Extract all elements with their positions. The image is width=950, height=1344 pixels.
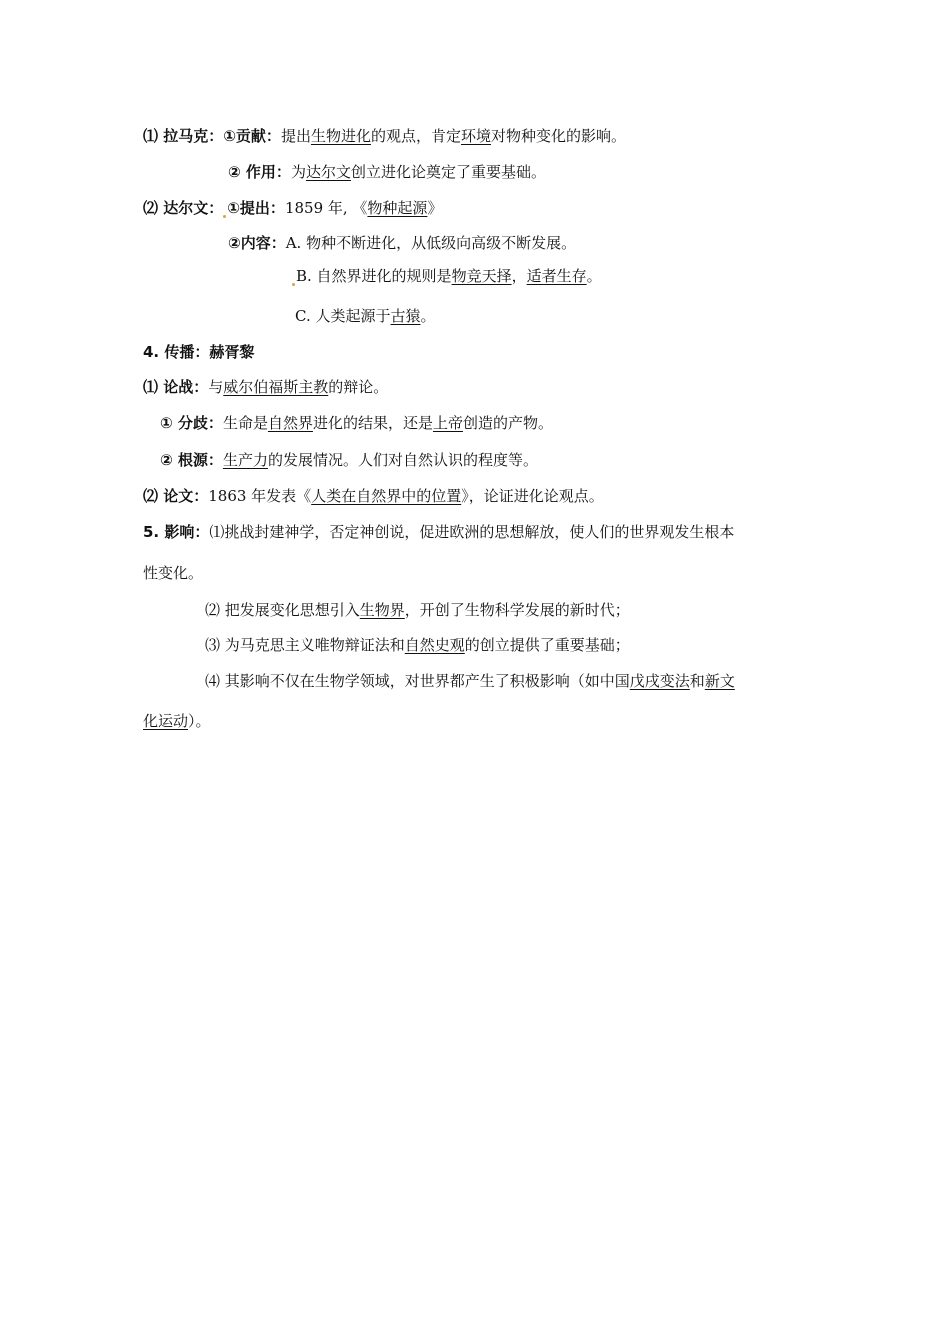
term-god: 上帝 bbox=[432, 414, 463, 432]
influence-label: 5. 影响： bbox=[143, 523, 210, 541]
debate-label: ⑴ 论战： bbox=[143, 378, 209, 396]
influence-line-4: ⑷ 其影响不仅在生物学领域，对世界都产生了积极影响（如中国戊戌变法和新文 bbox=[205, 672, 735, 690]
lamarck-contribution-line: ⑴ 拉马克：①贡献：提出生物进化的观点，肯定环境对物种变化的影响。 bbox=[143, 127, 627, 145]
darwin-content-line-b: B. 自然界进化的规则是物竞天择，适者生存。 bbox=[292, 266, 602, 286]
term-natural-selection: 物竞天择 bbox=[451, 267, 512, 285]
essay-line: ⑵ 论文：1863 年发表《人类在自然界中的位置》，论证进化论观点。 bbox=[143, 487, 604, 505]
term-darwin: 达尔文 bbox=[305, 163, 351, 181]
term-mans-place: 人类在自然界中的位置 bbox=[311, 487, 462, 505]
influence-line-2: ⑵ 把发展变化思想引入生物界，开创了生物科学发展的新时代； bbox=[205, 601, 630, 619]
term-survival-fittest: 适者生存 bbox=[526, 267, 587, 285]
influence-line-3: ⑶ 为马克思主义唯物辩证法和自然史观的创立提供了重要基础； bbox=[205, 636, 630, 654]
term-ancient-ape: 古猿 bbox=[390, 307, 421, 325]
lamarck-role-line: ② 作用：为达尔文创立进化论奠定了重要基础。 bbox=[228, 163, 546, 181]
divergence-label: ① 分歧： bbox=[160, 414, 223, 432]
term-natural-history: 自然史观 bbox=[404, 636, 465, 654]
term-wilberforce: 威尔伯福斯主教 bbox=[223, 378, 329, 396]
term-biological-world: 生物界 bbox=[359, 601, 405, 619]
edit-mark bbox=[292, 283, 295, 286]
term-reform-1898: 戊戌变法 bbox=[629, 672, 690, 690]
section-4-heading: 4. 传播：赫胥黎 bbox=[143, 343, 255, 361]
influence-line-1-cont: 性变化。 bbox=[143, 564, 204, 582]
divergence-line: ① 分歧：生命是自然界进化的结果，还是上帝创造的产物。 bbox=[160, 414, 554, 432]
term-biological-evolution: 生物进化 bbox=[310, 127, 371, 145]
term-origin-of-species: 物种起源 bbox=[367, 199, 428, 217]
darwin-content-line-c: C. 人类起源于古猿。 bbox=[295, 307, 436, 325]
root-cause-label: ② 根源： bbox=[160, 451, 223, 469]
term-new-culture-movement-a: 新文 bbox=[704, 672, 735, 690]
influence-line-1: 5. 影响：⑴挑战封建神学，否定神创说，促进欧洲的思想解放，使人们的世界观发生根本 bbox=[143, 523, 735, 541]
term-productivity: 生产力 bbox=[222, 451, 268, 469]
darwin-proposal-line: ⑵ 达尔文： ①提出：1859 年, 《物种起源》 bbox=[143, 199, 443, 217]
term-new-culture-movement-b: 化运动 bbox=[143, 712, 189, 730]
term-environment: 环境 bbox=[460, 127, 491, 145]
contribution-label: ①贡献： bbox=[223, 127, 281, 145]
proposal-label: ①提出： bbox=[227, 199, 285, 217]
edit-mark bbox=[223, 215, 226, 218]
root-cause-line: ② 根源：生产力的发展情况。人们对自然认识的程度等。 bbox=[160, 451, 538, 469]
essay-label: ⑵ 论文： bbox=[143, 487, 209, 505]
darwin-content-line-a: ②内容：A. 物种不断进化，从低级向高级不断发展。 bbox=[228, 234, 577, 252]
darwin-label: ⑵ 达尔文： bbox=[143, 199, 224, 217]
lamarck-label: ⑴ 拉马克： bbox=[143, 127, 224, 145]
content-label: ②内容： bbox=[228, 234, 286, 252]
term-nature: 自然界 bbox=[267, 414, 313, 432]
debate-line: ⑴ 论战：与威尔伯福斯主教的辩论。 bbox=[143, 378, 389, 396]
role-label: ② 作用： bbox=[228, 163, 291, 181]
influence-line-4-cont: 化运动）。 bbox=[143, 712, 211, 730]
